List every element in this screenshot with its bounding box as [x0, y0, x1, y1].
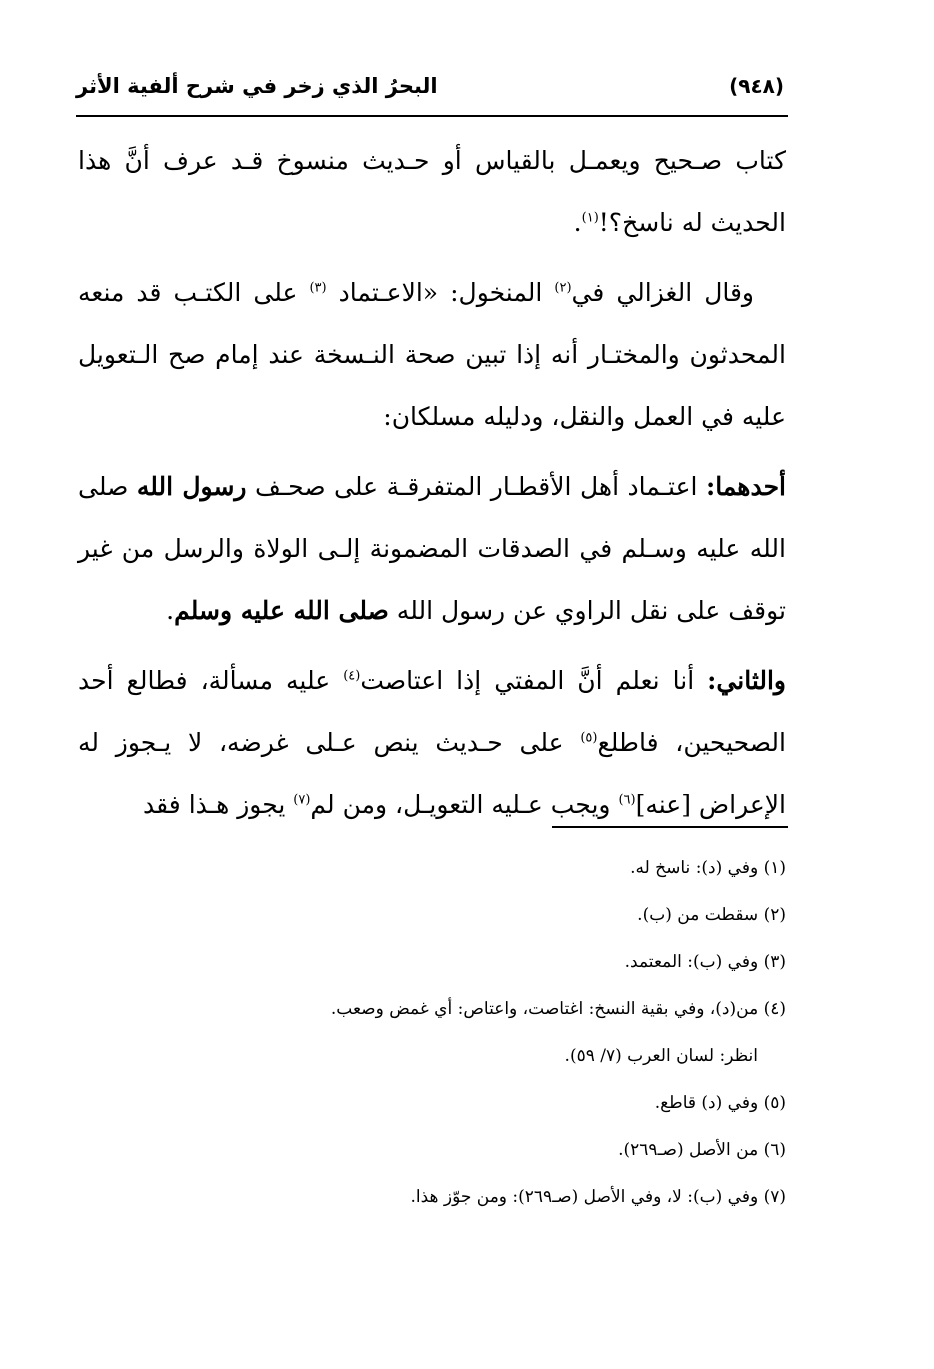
footnote-separator	[552, 826, 788, 828]
footnote-3: (٣) وفي (ب): المعتمد.	[624, 952, 786, 972]
page-number: (٩٤٨)	[729, 74, 784, 98]
footnote-ref-3: (٣)	[309, 280, 327, 296]
footnote-7: (٧) وفي (ب): لا، وفي الأصل (صـ٢٦٩): ومن جوّز هذا.	[410, 1187, 786, 1207]
page-header	[70, 70, 790, 110]
footnote-ref-1: (١)	[581, 210, 599, 226]
running-title: البحرُ الذي زخر في شرح ألفية الأثر	[76, 74, 438, 98]
first-path-label: أحدهما:	[705, 472, 786, 501]
paragraph-3: أحدهما: اعتـماد أهل الأقطـار المتفرقـة على صحـف رسول الله صلى الله عليه وسـلم في الصدقات المضمونة إلـى الولاة والرسل من غير توقف على نقل الراوي عن رسول الله صلى الله عليه وسلم.	[78, 472, 786, 625]
footnote-ref-2: (٢)	[554, 280, 572, 296]
second-path-label: والثاني:	[707, 666, 786, 695]
footnote-ref-5: (٥)	[580, 730, 598, 746]
paragraph-2: وقال الغزالي في$^{(٢)}$ المنخول: «الاعـتماد $^{(٣)}$ على الكتـب قد منعه المحدثون والمختـار أنه إذا تبين صحة النـسخة عند إمام صح الـتعويل عليه في العمل والنقل، ودليله مسلكان:	[78, 278, 786, 431]
footnote-6: (٦) من الأصل (صـ٢٦٩).	[618, 1140, 786, 1160]
footnote-ref-4: (٤)	[343, 668, 361, 684]
footnote-4: (٤) من(د)، وفي بقية النسخ: اغتاصت، واعتاص: أي غمض وصعب.	[330, 999, 786, 1019]
footnote-5: (٥) وفي (د) قاطع.	[654, 1093, 786, 1113]
footnote-4-continuation: انظر: لسان العرب (٧/ ٥٩).	[564, 1046, 758, 1066]
paragraph-4: والثاني: أنا نعلم أنَّ المفتي إذا اعتاصت$^{(٤)}$ عليه مسألة، فطالع أحد الصحيحين، فاطلع$^{(٥)}$ على حـديث ينص عـلى غرضه، لا يـجوز له الإعراض [عنه]$^{(٦)}$ ويجب عـليه التعويـل، ومن لم$^{(٧)}$ يجوز هـذا فقد	[78, 666, 786, 819]
footnote-2: (٢) سقطت من (ب).	[637, 905, 786, 925]
paragraph-1: كتاب صـحيح ويعمـل بالقياس أو حـديث منسوخ قـد عرف أنَّ هذا الحديث له ناسخ؟!$^{(١)}$.	[78, 146, 786, 237]
footnote-ref-6: (٦)	[618, 792, 636, 808]
footnote-1: (١) وفي (د): ناسخ له.	[630, 858, 786, 878]
main-text	[78, 130, 786, 836]
footnote-ref-7: (٧)	[293, 792, 311, 808]
header-rule	[76, 115, 788, 117]
footnotes	[150, 845, 786, 1221]
